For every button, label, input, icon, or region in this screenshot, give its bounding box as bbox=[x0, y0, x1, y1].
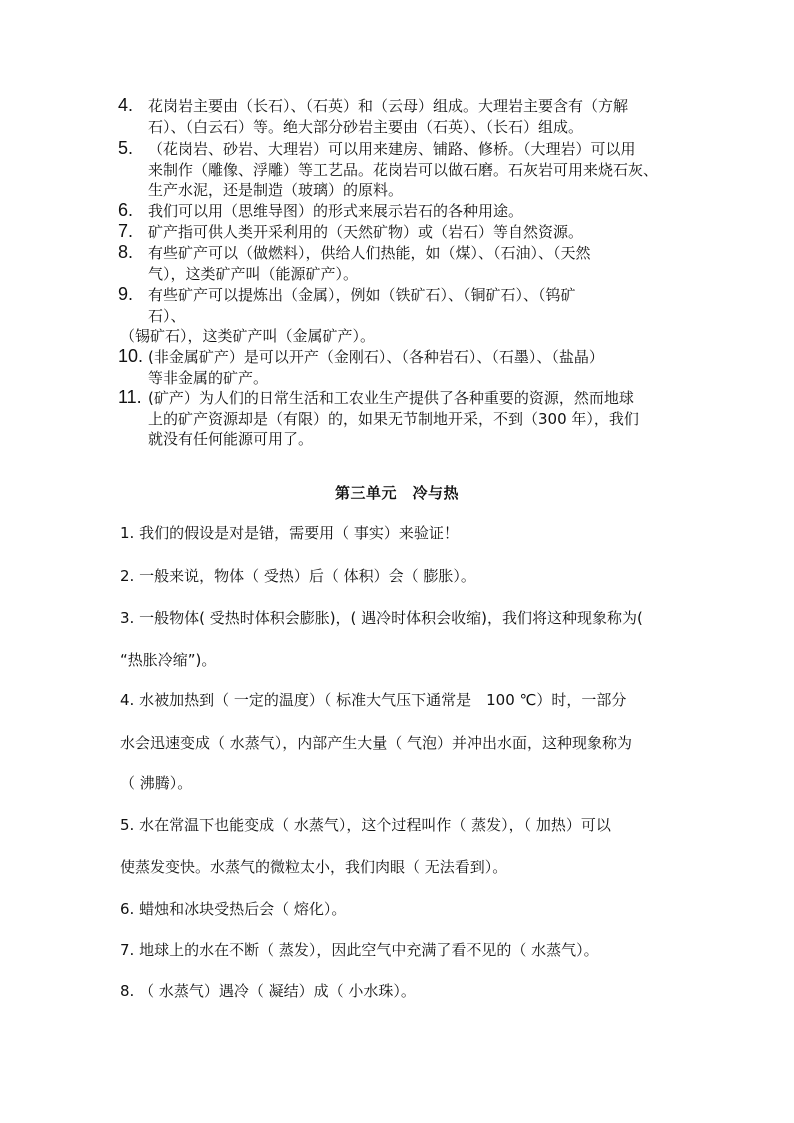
item-number: 7. bbox=[118, 221, 134, 241]
item-line: 气），这类矿产叫（能源矿产）。 bbox=[148, 264, 359, 283]
item-line: (矿产）为人们的日常生活和工农业生产提供了各种重要的资源，然而地球 bbox=[148, 389, 634, 407]
item-line: 石）、 bbox=[148, 306, 186, 325]
unit3-line-7: 7. 地球上的水在不断（ 蒸发），因此空气中充满了看不见的（ 水蒸气）。 bbox=[120, 941, 599, 959]
list-item-4 bbox=[118, 96, 708, 137]
item-line: 生产水泥，还是制造（玻璃）的原料。 bbox=[148, 181, 404, 199]
unit3-line-1: 1. 我们的假设是对是错，需要用（ 事实）来验证！ bbox=[120, 524, 459, 542]
item-line: (非金属矿产）是可以开产（金刚石）、（各种岩石）、（石墨）、（盐晶） bbox=[148, 348, 604, 366]
unit3-line-8: 8. （ 水蒸气）遇冷（ 凝结）成（ 小水珠）。 bbox=[120, 982, 416, 1000]
section-title: 第三单元 冷与热 bbox=[334, 484, 459, 502]
item-line: 石）、（白云石）等。绝大部分砂岩主要由（石英）、（长石）组成。 bbox=[148, 117, 584, 136]
item-line: 就没有任何能源可用了。 bbox=[148, 430, 314, 448]
list-item-8 bbox=[118, 243, 708, 284]
list-item-5 bbox=[118, 139, 708, 201]
item-line: 矿产指可供人类开采利用的（天然矿物）或（岩石）等自然资源。 bbox=[148, 223, 584, 241]
item-line: 花岗岩主要由（长石）、（石英）和（云母）组成。大理岩主要含有（方解 bbox=[148, 97, 629, 115]
list-item-9 bbox=[118, 285, 708, 326]
hanging-line: （锡矿石），这类矿产叫（金属矿产）。 bbox=[120, 327, 376, 345]
unit3-line-3-cont: “热胀冷缩”)。 bbox=[120, 651, 217, 669]
unit3-line-4-cont: 水会迅速变成（ 水蒸气），内部产生大量（ 气泡）并冲出水面，这种现象称为 bbox=[120, 734, 633, 752]
item-number: 6. bbox=[118, 200, 134, 220]
unit3-line-5: 5. 水在常温下也能变成（ 水蒸气），这个过程叫作（ 蒸发），（ 加热）可以 bbox=[120, 816, 611, 834]
item-line: 有些矿产可以（做燃料），供给人们热能，如（煤）、（石油）、（天然 bbox=[148, 244, 591, 262]
item-number: 8. bbox=[118, 242, 134, 262]
unit3-line-4-cont2: （ 沸腾）。 bbox=[120, 774, 193, 792]
list-item-7 bbox=[118, 222, 708, 243]
item-line: （花岗岩、砂岩、大理岩）可以用来建房、铺路、修桥。（大理岩）可以用 bbox=[148, 140, 636, 158]
item-line: 有些矿产可以提炼出（金属），例如（铁矿石）、（铜矿石）、（钨矿 bbox=[148, 286, 576, 304]
unit3-line-6: 6. 蜡烛和冰块受热后会（ 熔化）。 bbox=[120, 900, 347, 918]
list-item-10 bbox=[118, 347, 708, 388]
item-number: 10. bbox=[118, 346, 144, 366]
list-item-6 bbox=[118, 201, 708, 222]
item-number: 4. bbox=[118, 95, 134, 115]
item-number: 11. bbox=[118, 387, 142, 407]
item-line: 我们可以用（思维导图）的形式来展示岩石的各种用途。 bbox=[148, 202, 524, 220]
item-line: 来制作（雕像、浮雕）等工艺品。花岗岩可以做石磨。石灰岩可用来烧石灰、 bbox=[148, 160, 659, 179]
item-number: 9. bbox=[118, 284, 134, 304]
unit3-line-2: 2. 一般来说，物体（ 受热）后（ 体积）会（ 膨胀）。 bbox=[120, 567, 476, 585]
unit3-line-3: 3. 一般物体( 受热时体积会膨胀)，( 遇冷时体积会收缩)，我们将这种现象称为( bbox=[120, 609, 643, 627]
item-line: 等非金属的矿产。 bbox=[148, 368, 269, 387]
item-number: 5. bbox=[118, 138, 134, 158]
unit3-line-5-cont: 使蒸发变快。水蒸气的微粒太小，我们肉眼（ 无法看到）。 bbox=[120, 858, 508, 876]
list-item-11 bbox=[118, 388, 708, 450]
unit3-line-4: 4. 水被加热到（ 一定的温度）（ 标准大气压下通常是 100 ℃）时，一部分 bbox=[120, 691, 627, 709]
item-line: 上的矿产资源却是（有限）的，如果无节制地开采，不到（300 年），我们 bbox=[148, 409, 639, 428]
